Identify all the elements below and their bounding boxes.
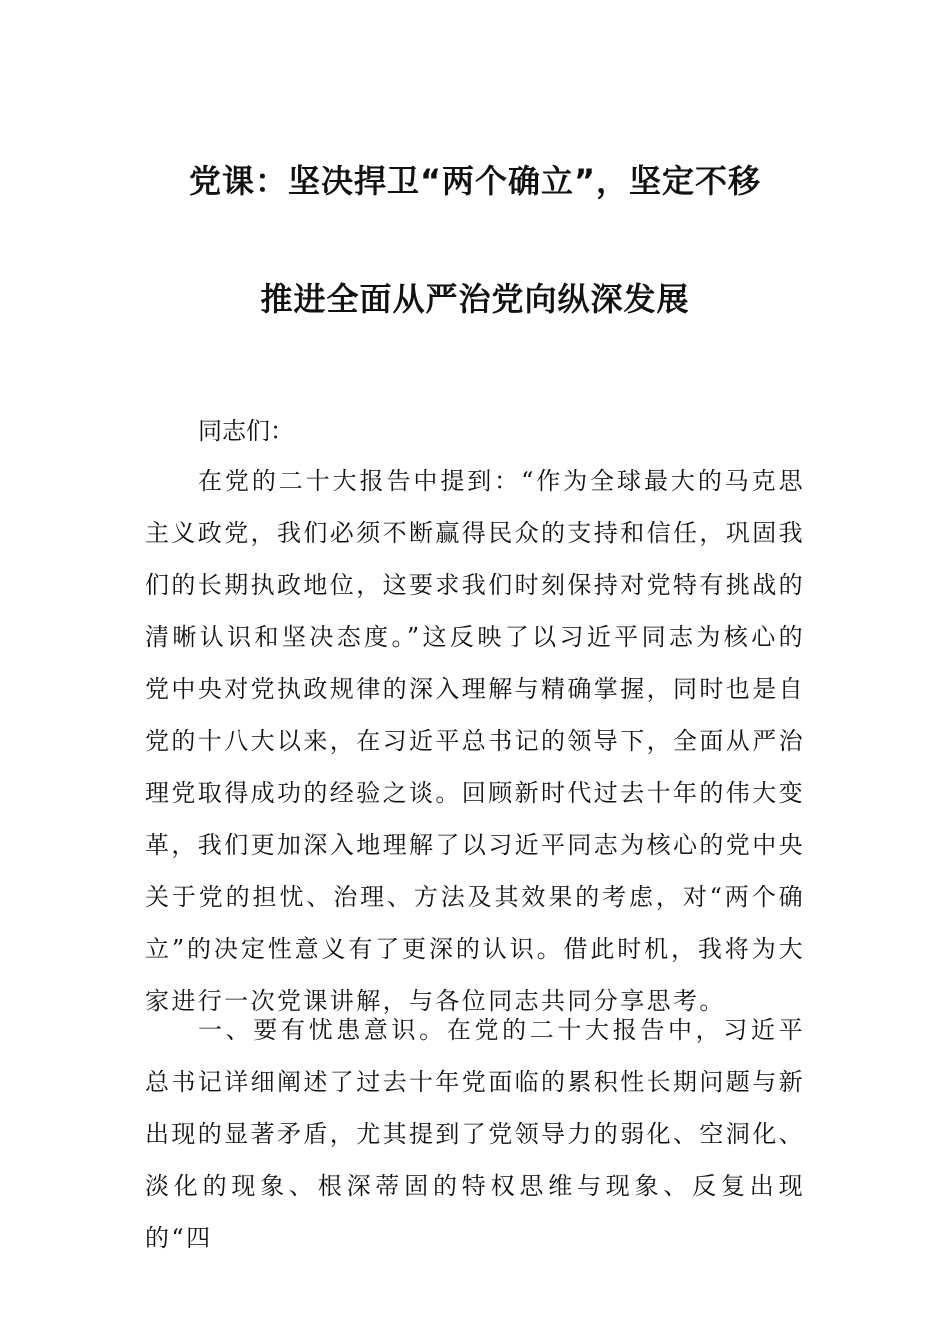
body-paragraph-1: 在党的二十大报告中提到：“作为全球最大的马克思主义政党，我们必须不断赢得民众的支持和信任，巩固我们的长期执政地位，这要求我们时刻保持对党特有挑战的清晰认识和坚决态度。”这反映了以习近平同志为核心的党中央对党执政规律的深入理解与精确掌握，同时也是自党的十八大以来，在习近平总书记的领导下，全面从严治理党取得成功的经验之谈。回顾新时代过去十年的伟大变革，我们更加深入地理解了以习近平同志为核心的党中央关于党的担忧、治理、方法及其效果的考虑，对“两个确立”的决定性意义有了更深的认识。借此时机，我将为大家进行一次党课讲解，与各位同志共同分享思考。	[145, 467, 805, 1015]
document-title-line-2: 推进全面从严治党向纵深发展	[260, 280, 690, 318]
document-title-line-1: 党课：坚决捍卫“两个确立”，坚定不移	[188, 162, 762, 200]
body-paragraph-2: 一、要有忧患意识。在党的二十大报告中，习近平总书记详细阐述了过去十年党面临的累积性长期问题与新出现的显著矛盾，尤其提到了党领导力的弱化、空洞化、淡化的现象、根深蒂固的特权思维与现象、反复出现的“四	[145, 1016, 805, 1252]
salutation: 同志们：	[198, 417, 294, 445]
